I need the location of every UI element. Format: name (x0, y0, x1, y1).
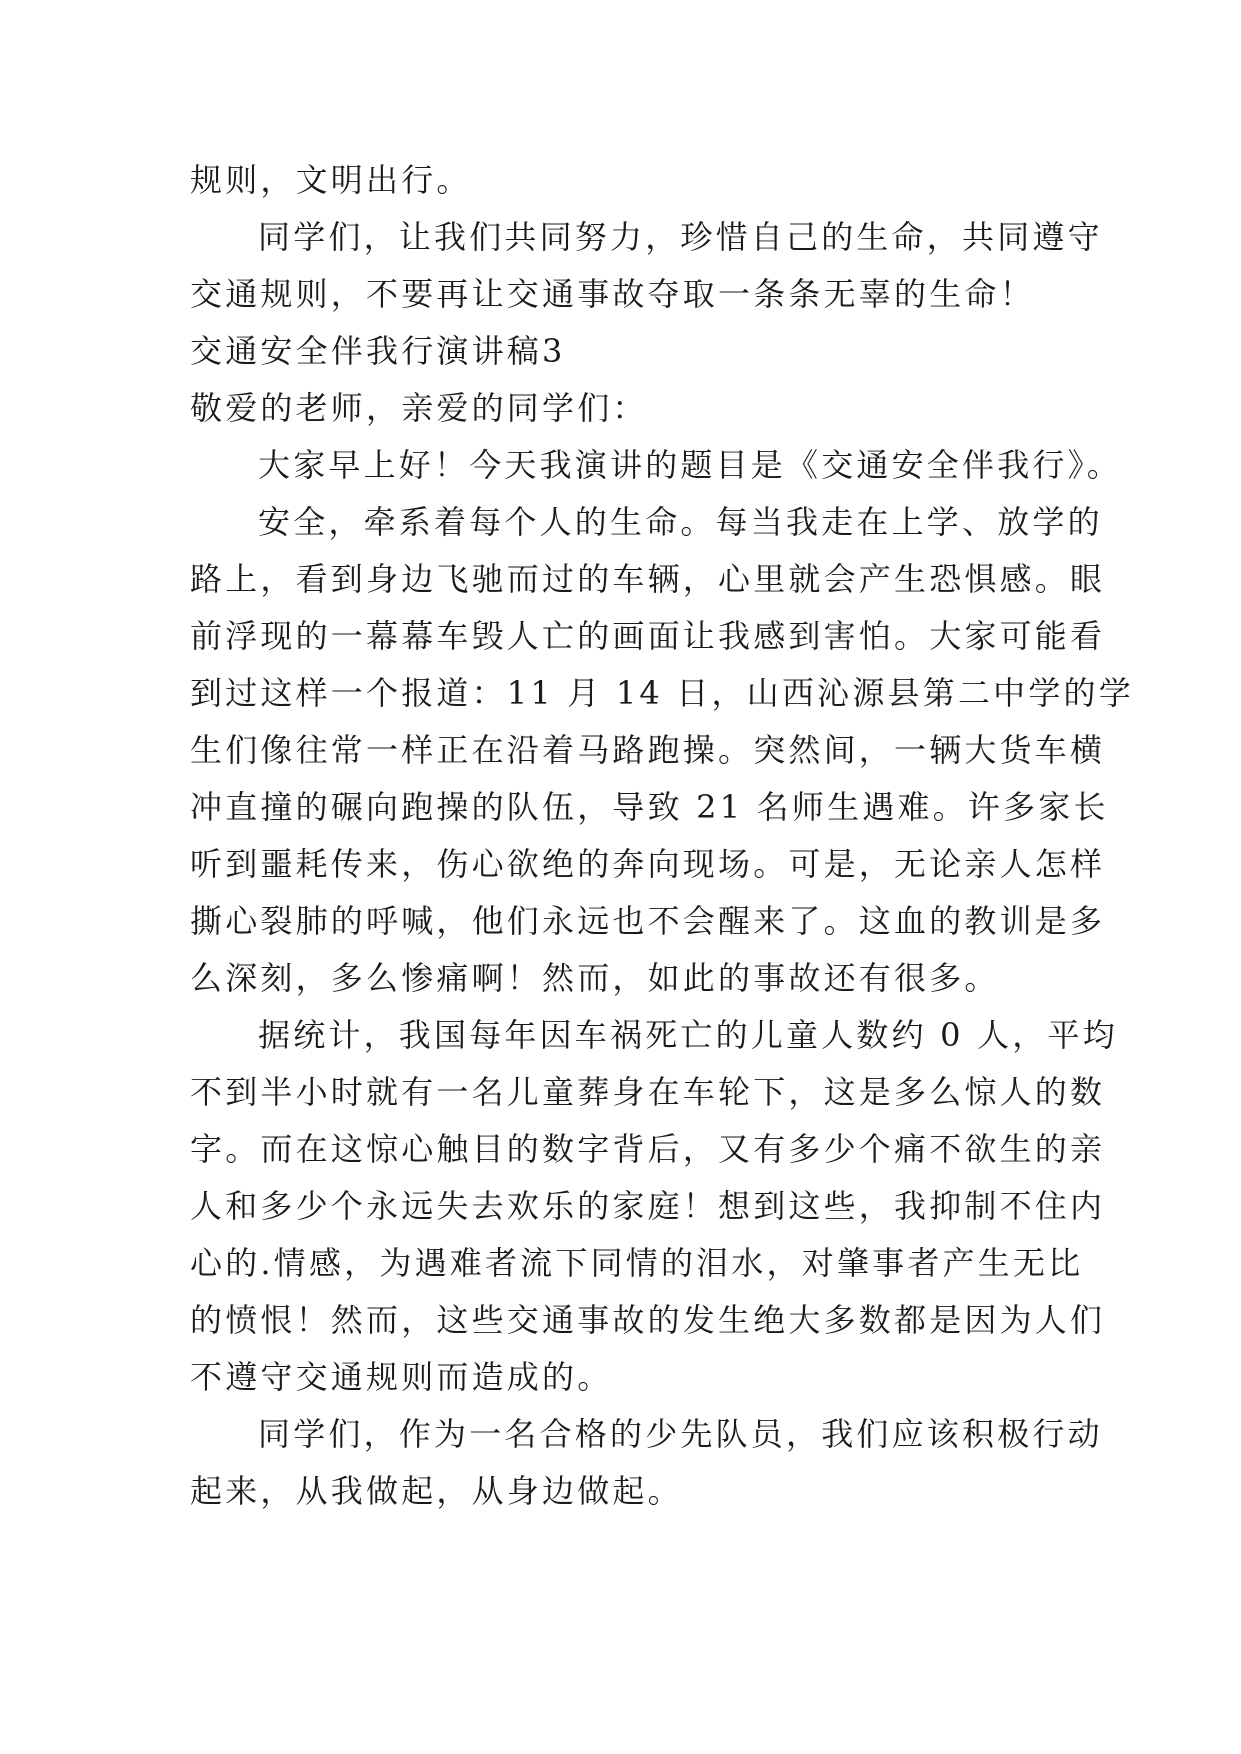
text-line: 前浮现的一幕幕车毁人亡的画面让我感到害怕。大家可能看 (190, 617, 1106, 655)
text-line: 生们像往常一样正在沿着马路跑操。突然间，一辆大货车横 (190, 731, 1106, 769)
text-line: 不到半小时就有一名儿童葬身在车轮下，这是多么惊人的数 (190, 1073, 1106, 1111)
text-line: 人和多少个永远失去欢乐的家庭！想到这些，我抑制不住内 (190, 1187, 1106, 1225)
text-line: 起来，从我做起，从身边做起。 (190, 1472, 683, 1510)
text-line: 听到噩耗传来，伤心欲绝的奔向现场。可是，无论亲人怎样 (190, 845, 1106, 883)
text-line: 字。而在这惊心触目的数字背后，又有多少个痛不欲生的亲 (190, 1130, 1106, 1168)
text-line: 路上，看到身边飞驰而过的车辆，心里就会产生恐惧感。眼 (190, 560, 1106, 598)
salutation: 敬爱的老师，亲爱的同学们： (190, 389, 648, 427)
text-line: 撕心裂肺的呼喊，他们永远也不会醒来了。这血的教训是多 (190, 902, 1106, 940)
section-title: 交通安全伴我行演讲稿3 (190, 332, 566, 370)
text-line: 的愤恨！然而，这些交通事故的发生绝大多数都是因为人们 (190, 1301, 1106, 1339)
text-line: 同学们，作为一名合格的少先队员，我们应该积极行动 (258, 1415, 1103, 1453)
text-line: 不遵守交通规则而造成的。 (190, 1358, 613, 1396)
text-line: 规则，文明出行。 (190, 161, 472, 199)
text-line: 冲直撞的碾向跑操的队伍，导致 21 名师生遇难。许多家长 (190, 788, 1109, 826)
text-line: 心的.情感，为遇难者流下同情的泪水，对肇事者产生无比 (190, 1244, 1084, 1282)
text-line: 安全，牵系着每个人的生命。每当我走在上学、放学的 (258, 503, 1103, 541)
document-body (190, 152, 1134, 1520)
text-line: 据统计，我国每年因车祸死亡的儿童人数约 0 人，平均 (258, 1016, 1118, 1054)
text-line: 交通规则，不要再让交通事故夺取一条条无辜的生命！ (190, 275, 1035, 313)
text-line: 大家早上好！今天我演讲的题目是《交通安全伴我行》。 (258, 446, 1123, 484)
text-line: 么深刻，多么惨痛啊！然而，如此的事故还有很多。 (190, 959, 1000, 997)
text-line: 到过这样一个报道：11 月 14 日，山西沁源县第二中学的学 (190, 674, 1134, 712)
text-line: 同学们，让我们共同努力，珍惜自己的生命，共同遵守 (258, 218, 1103, 256)
